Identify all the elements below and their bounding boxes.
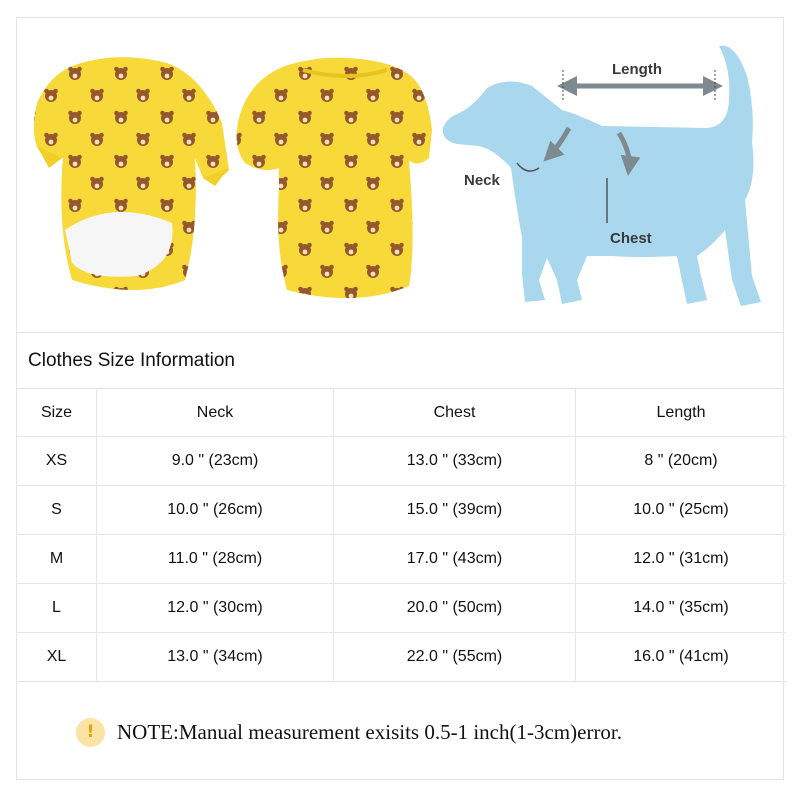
cell-length: 16.0 " (41cm)	[576, 633, 787, 682]
exclamation-icon: !	[76, 718, 105, 747]
length-label: Length	[612, 61, 662, 78]
chest-label: Chest	[610, 230, 652, 247]
cell-size: XS	[17, 437, 97, 486]
table-header-row	[17, 389, 786, 437]
cell-chest: 13.0 " (33cm)	[334, 437, 576, 486]
header-length: Length	[576, 389, 787, 437]
cell-length: 14.0 " (35cm)	[576, 584, 787, 633]
cell-chest: 22.0 " (55cm)	[334, 633, 576, 682]
header-neck: Neck	[97, 389, 334, 437]
cell-size: M	[17, 535, 97, 584]
dog-diagram	[443, 46, 761, 306]
cell-neck: 13.0 " (34cm)	[97, 633, 334, 682]
cell-neck: 11.0 " (28cm)	[97, 535, 334, 584]
cell-length: 10.0 " (25cm)	[576, 486, 787, 535]
cell-chest: 17.0 " (43cm)	[334, 535, 576, 584]
cell-neck: 10.0 " (26cm)	[97, 486, 334, 535]
cell-length: 12.0 " (31cm)	[576, 535, 787, 584]
hero-illustration	[17, 18, 783, 332]
cell-chest: 15.0 " (39cm)	[334, 486, 576, 535]
cell-size: L	[17, 584, 97, 633]
size-table	[17, 389, 786, 682]
header-chest: Chest	[334, 389, 576, 437]
note-text: NOTE:Manual measurement exisits 0.5-1 inch(1-3cm)error.	[117, 719, 623, 744]
cell-size: XL	[17, 633, 97, 682]
header-size: Size	[17, 389, 97, 437]
cell-chest: 20.0 " (50cm)	[334, 584, 576, 633]
cell-length: 8 " (20cm)	[576, 437, 787, 486]
cell-neck: 12.0 " (30cm)	[97, 584, 334, 633]
table-row	[17, 584, 786, 633]
table-row	[17, 633, 786, 682]
shirt-front-image	[237, 58, 432, 298]
divider	[17, 332, 783, 333]
note	[76, 716, 622, 748]
table-row	[17, 535, 786, 584]
neck-label: Neck	[464, 172, 500, 189]
table-row	[17, 437, 786, 486]
table-row	[17, 486, 786, 535]
cell-neck: 9.0 " (23cm)	[97, 437, 334, 486]
section-title: Clothes Size Information	[28, 350, 235, 371]
product-hero	[17, 18, 783, 332]
cell-size: S	[17, 486, 97, 535]
shirt-back-image	[34, 57, 229, 290]
